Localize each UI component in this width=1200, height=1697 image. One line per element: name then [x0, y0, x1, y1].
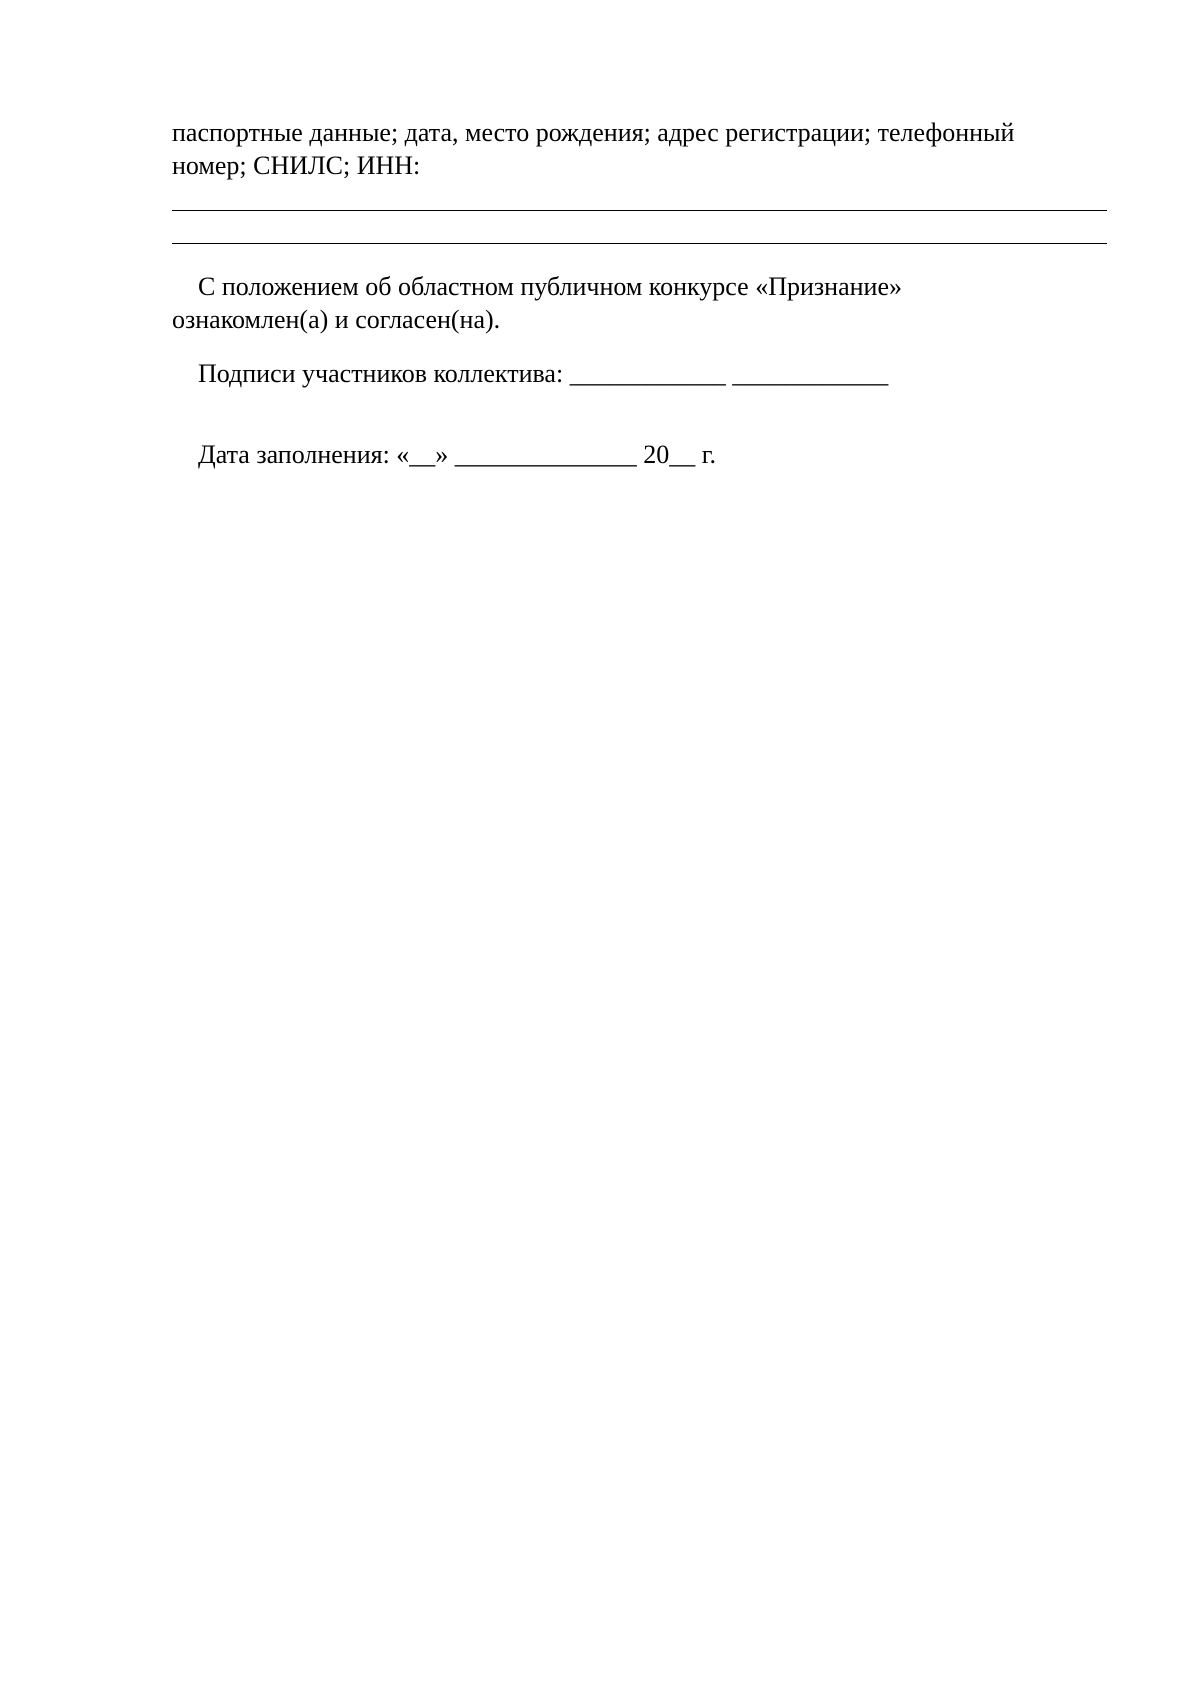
fill-in-line-2[interactable]	[172, 243, 1107, 244]
personal-data-line-1: паспортные данные; дата, место рождения; адрес регистрации; телефонный	[172, 118, 1015, 147]
personal-data-paragraph	[172, 116, 1014, 182]
personal-data-line-2: номер; СНИЛС; ИНН:	[172, 151, 421, 180]
signatures-line: Подписи участников коллектива: ____________ ____________	[198, 359, 889, 388]
fill-in-line-1[interactable]	[172, 210, 1107, 211]
fill-date-line: Дата заполнения: «__» ______________ 20__ г.	[198, 440, 717, 469]
acknowledgement-line-1: С положением об областном публичном конкурсе «Признание»	[198, 272, 902, 301]
acknowledgement-paragraph	[172, 270, 902, 336]
acknowledgement-line-2: ознакомлен(а) и согласен(на).	[172, 305, 501, 334]
